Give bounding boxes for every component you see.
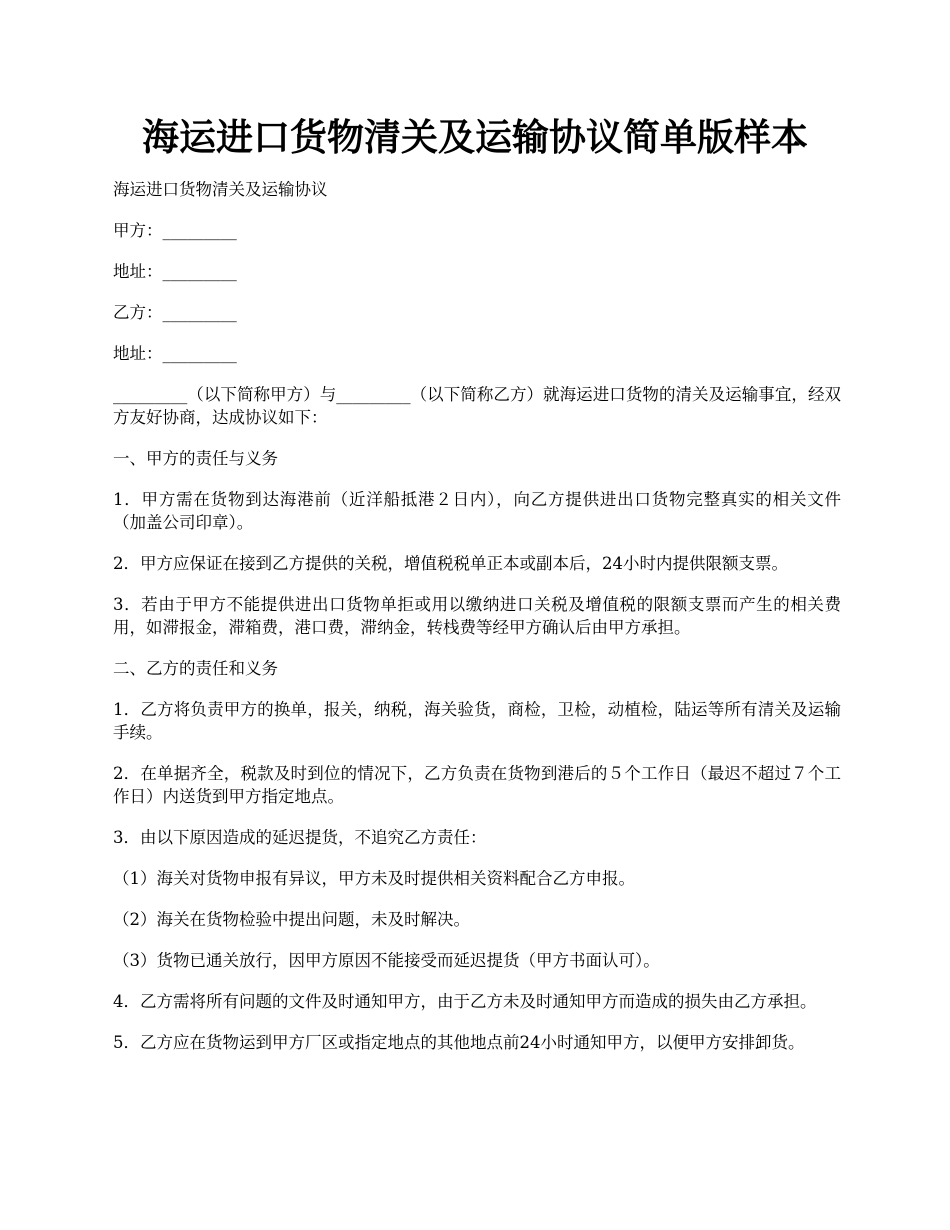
address-b-field: 地址：_________: [113, 344, 237, 363]
section1-item: 2．甲方应保证在接到乙方提供的关税，增值税税单正本或副本后，24小时内提供限额支票。: [113, 554, 788, 573]
agreement-subtitle: 海运进口货物清关及运输协议: [113, 180, 328, 199]
intro-paragraph: _________（以下简称甲方）与_________（以下简称乙方）就海运进口货物的清关及运输事宜，经双方友好协商，达成协议如下：: [113, 385, 841, 427]
section-heading-party-a: 一、甲方的责任与义务: [113, 449, 278, 468]
section1-item: 3．若由于甲方不能提供进出口货物单拒或用以缴纳进口关税及增值税的限额支票而产生的相关费用，如滞报金，滞箱费，港口费，滞纳金，转栈费等经甲方确认后由甲方承担。: [113, 595, 841, 637]
section1-item: 1．甲方需在货物到达海港前（近洋船抵港２日内），向乙方提供进出口货物完整真实的相关文件（加盖公司印章）。: [113, 490, 841, 532]
document-body: [113, 178, 841, 1072]
section-heading-party-b: 二、乙方的责任和义务: [113, 659, 278, 678]
section2-item: 4．乙方需将所有问题的文件及时通知甲方，由于乙方未及时通知甲方而造成的损失由乙方承担。: [113, 992, 817, 1011]
section2-subitem: （3）货物已通关放行，因甲方原因不能接受而延迟提货（甲方书面认可）。: [113, 951, 660, 970]
party-a-field: 甲方：_________: [113, 221, 237, 240]
section2-item: 3．由以下原因造成的延迟提货，不追究乙方责任：: [113, 828, 487, 847]
section2-item: 5．乙方应在货物运到甲方厂区或指定地点的其他地点前24小时通知甲方，以便甲方安排卸货。: [113, 1033, 805, 1052]
section2-item: 2．在单据齐全，税款及时到位的情况下，乙方负责在货物到港后的５个工作日（最迟不超过７个工作日）内送货到甲方指定地点。: [113, 764, 841, 806]
address-a-field: 地址：_________: [113, 262, 237, 281]
section2-subitem: （2）海关在货物检验中提出问题，未及时解决。: [113, 910, 470, 929]
section2-item: 1．乙方将负责甲方的换单，报关，纳税，海关验货，商检，卫检，动植检，陆运等所有清关及运输手续。: [113, 700, 841, 742]
section2-subitem: （1）海关对货物申报有异议，甲方未及时提供相关资料配合乙方申报。: [113, 869, 635, 888]
party-b-field: 乙方：_________: [113, 303, 237, 322]
document-title: 海运进口货物清关及运输协议简单版样本: [142, 115, 808, 159]
